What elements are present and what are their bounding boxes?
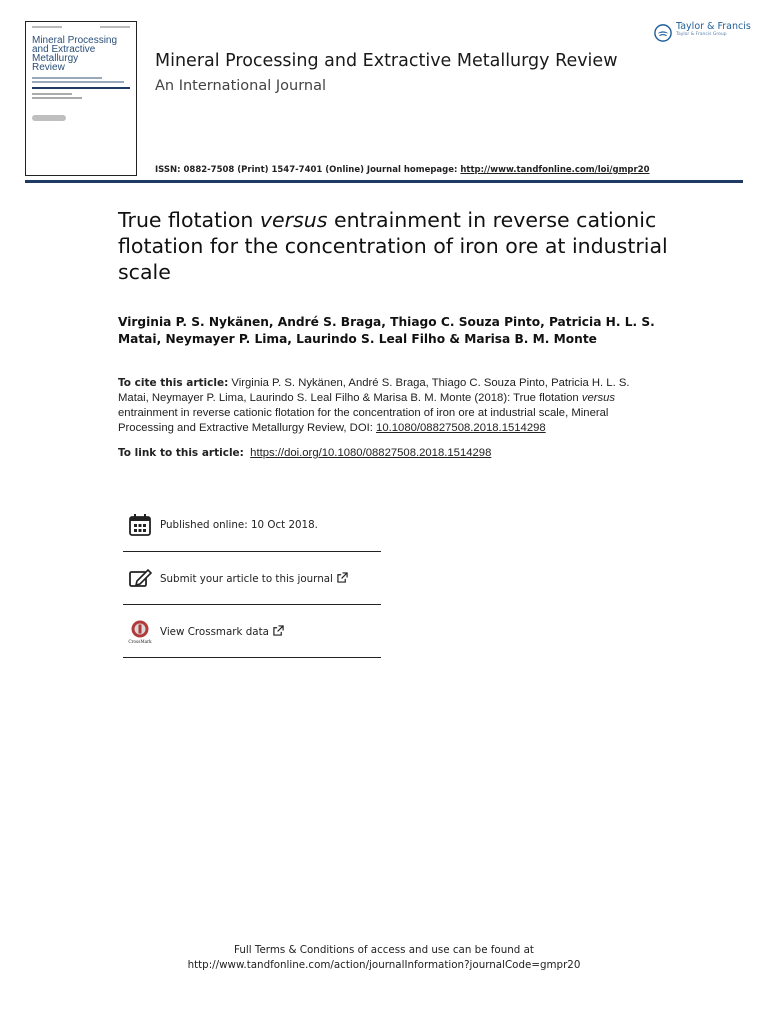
crossmark-link[interactable]	[160, 625, 284, 638]
crossmark-label: View Crossmark data	[160, 625, 269, 638]
article-title-text: True flotation	[118, 208, 260, 232]
published-date: Published online: 10 Oct 2018.	[160, 519, 318, 531]
cover-title-line: Review	[32, 62, 65, 73]
publisher-logo[interactable]	[654, 22, 751, 42]
terms-footer	[0, 943, 768, 973]
issn-line	[155, 165, 650, 175]
submit-article-link[interactable]	[160, 572, 348, 585]
crossmark-caption: CrossMark	[128, 639, 152, 644]
crossmark-row[interactable]	[123, 605, 381, 658]
article-title-italic: versus	[259, 208, 328, 232]
article-title-text: entrainment in reverse cationic flotation for the concentration of iron ore at industrial scale	[118, 208, 668, 284]
cover-volume-marks	[32, 93, 130, 99]
cover-title-line: and Extractive	[32, 44, 96, 55]
doi-link[interactable]: 10.1080/08827508.2018.1514298	[376, 422, 546, 434]
terms-line: Full Terms & Conditions of access and use can be found at	[234, 944, 534, 956]
cover-subtitle-marks	[32, 77, 130, 83]
header-divider	[25, 180, 743, 183]
article-link-block	[118, 446, 678, 461]
citation-text: Virginia P. S. Nykänen, André S. Braga, Thiago C. Souza Pinto, Patricia H. L. S. Matai, Neymayer P. Lima, Laurindo S. Leal Filho & Marisa B. M. Monte (2018): True flotation	[118, 377, 630, 404]
published-row	[123, 499, 381, 552]
cover-title-line: Metallurgy	[32, 53, 79, 64]
publisher-name: Taylor & Francis	[676, 21, 751, 32]
terms-url[interactable]: http://www.tandfonline.com/action/journalInformation?journalCode=gmpr20	[187, 959, 581, 971]
citation-italic: versus	[581, 392, 616, 404]
citation-label: To cite this article:	[118, 377, 229, 389]
edit-icon	[127, 565, 153, 591]
journal-homepage-link[interactable]: http://www.tandfonline.com/loi/gmpr20	[460, 165, 650, 175]
submit-article-label: Submit your article to this journal	[160, 572, 333, 585]
journal-subtitle: An International Journal	[155, 78, 327, 94]
article-link-label: To link to this article:	[118, 447, 244, 459]
journal-cover-thumbnail	[25, 21, 137, 176]
submit-article-row[interactable]	[123, 552, 381, 605]
cover-header-marks	[26, 22, 136, 28]
taylor-francis-logo-icon	[654, 24, 672, 42]
article-title	[118, 207, 678, 285]
cover-publisher-logo	[32, 115, 66, 121]
issn-text: ISSN: 0882-7508 (Print) 1547-7401 (Online) Journal homepage:	[155, 165, 461, 175]
article-meta-list	[123, 499, 381, 658]
journal-title: Mineral Processing and Extractive Metallurgy Review	[155, 51, 618, 71]
cover-title	[32, 36, 136, 72]
cover-title-line: Mineral Processing	[32, 35, 118, 46]
article-doi-url-link[interactable]: https://doi.org/10.1080/08827508.2018.1514298	[250, 447, 492, 459]
article-authors: Virginia P. S. Nykänen, André S. Braga, Thiago C. Souza Pinto, Patricia H. L. S. Matai, Neymayer P. Lima, Laurindo S. Leal Filho & Marisa B. M. Monte	[118, 315, 655, 346]
citation-text: entrainment in reverse cationic flotation for the concentration of iron ore at industrial scale, Mineral Processing and Extractive Metallurgy Review, DOI:	[118, 407, 609, 434]
calendar-icon	[127, 512, 153, 538]
citation-block	[118, 376, 658, 436]
cover-rule	[32, 87, 130, 89]
external-link-icon	[273, 625, 284, 636]
publisher-group: Taylor & Francis Group	[676, 31, 727, 37]
external-link-icon	[337, 572, 348, 583]
crossmark-icon	[127, 618, 153, 644]
